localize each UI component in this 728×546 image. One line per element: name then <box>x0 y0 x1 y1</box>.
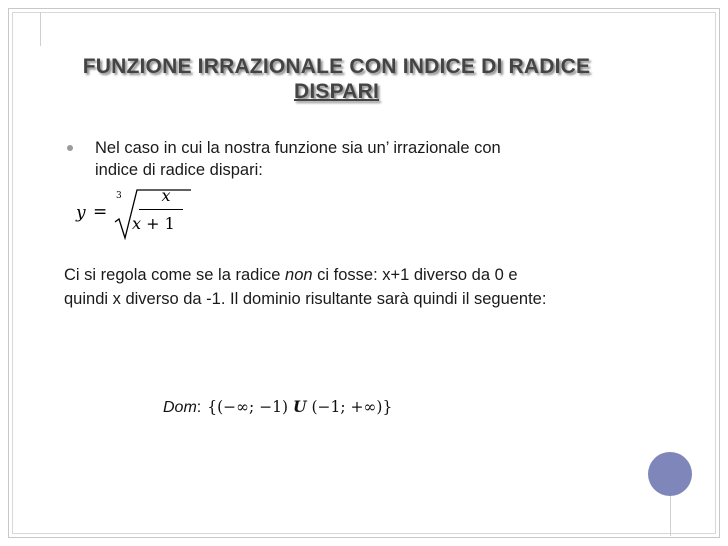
frame-decor-line <box>40 12 41 46</box>
domain-set <box>207 398 392 416</box>
bullet-item <box>73 137 653 181</box>
formula-cube-root <box>76 186 196 242</box>
formula-numerator: x <box>161 186 171 205</box>
bullet-text-line2: indice di radice dispari: <box>95 161 263 179</box>
domain-colon: : <box>196 399 202 416</box>
slide-title <box>44 54 629 104</box>
explanation-paragraph <box>64 263 704 311</box>
frame-decor-line-bottom <box>670 496 671 536</box>
formula-lhs: y <box>76 203 86 223</box>
formula-root-index: 3 <box>116 191 122 201</box>
fraction-bar <box>139 209 183 210</box>
paragraph-part2: ci fosse: x+1 diverso da 0 e <box>312 266 518 284</box>
domain-expression <box>163 397 392 417</box>
bullet-text-line1: Nel caso in cui la nostra funzione sia un’ irrazionale con <box>95 139 501 157</box>
slide-title-line2: DISPARI <box>293 80 380 103</box>
formula-equals: = <box>93 202 108 222</box>
domain-set-left: {(−∞; −1) <box>207 398 294 416</box>
bullet-dot-icon <box>67 145 73 151</box>
domain-union: U <box>293 397 307 416</box>
domain-set-right: (−1; +∞)} <box>306 398 393 416</box>
paragraph-line2: quindi x diverso da -1. Il dominio risultante sarà quindi il seguente: <box>64 290 547 308</box>
domain-label: Dom <box>163 399 197 416</box>
paragraph-part1: Ci si regola come se la radice <box>64 266 286 284</box>
formula-denominator <box>132 214 192 233</box>
slide-title-line1: FUNZIONE IRRAZIONALE CON INDICE DI RADICE <box>82 55 591 78</box>
decorative-circle-icon <box>648 452 692 496</box>
paragraph-emphasis: non <box>285 266 313 284</box>
formula-denominator-rest: + 1 <box>141 214 175 233</box>
formula-denominator-var: x <box>132 214 142 233</box>
